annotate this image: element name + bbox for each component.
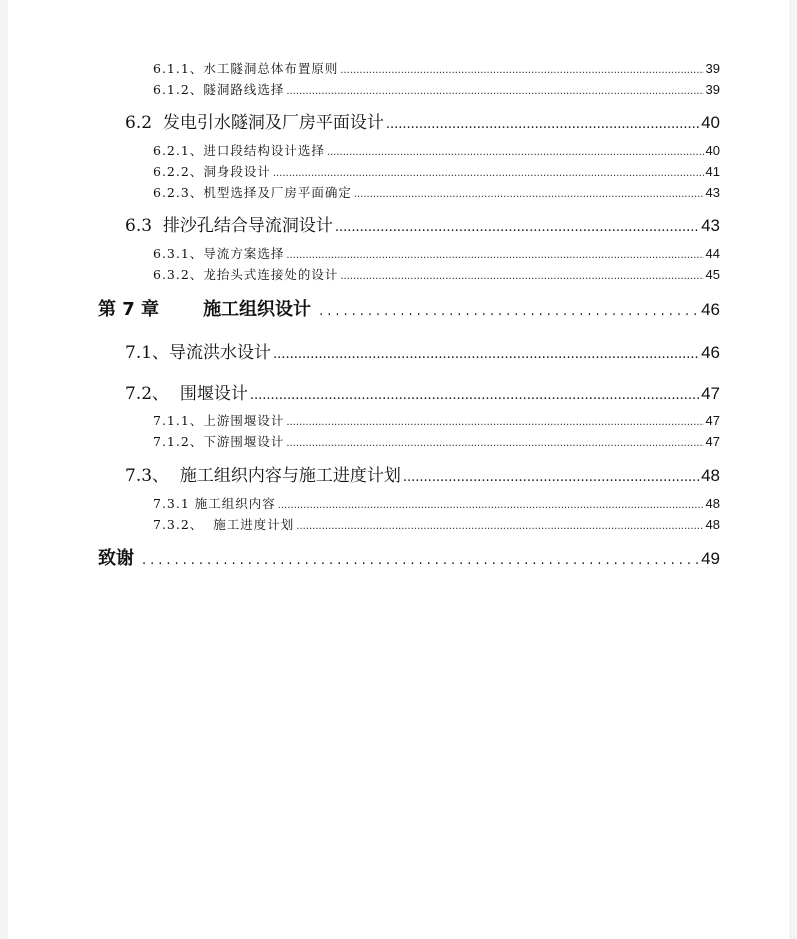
section-title: 机型选择及厂房平面确定 (203, 185, 352, 200)
chapter-number: 致谢 (98, 548, 134, 569)
dot-leader (250, 388, 699, 403)
section-title: 下游围堰设计 (203, 434, 285, 449)
toc-entry-6-3-1[interactable] (153, 244, 720, 262)
toc-entry-6-3[interactable] (125, 211, 720, 235)
toc-entry-6-2[interactable] (125, 108, 720, 132)
page-number: 49 (701, 549, 720, 568)
section-number: 7.1.2、 (153, 434, 204, 449)
page-number: 48 (705, 496, 720, 511)
dot-leader (335, 220, 699, 235)
section-title: 施工组织内容与施工进度计划 (179, 466, 401, 486)
dot-leader (286, 438, 703, 449)
section-number: 6.2.2、 (153, 164, 204, 179)
toc-entry-7-1-1[interactable] (153, 411, 720, 429)
page-number: 43 (705, 185, 720, 200)
page-number: 46 (701, 343, 720, 362)
page-number: 44 (705, 246, 720, 261)
section-number: 6.3 (125, 216, 163, 236)
toc-entry-6-2-1[interactable] (153, 141, 720, 159)
section-title: 进口段结构设计选择 (203, 143, 325, 158)
section-title: 导流方案选择 (203, 246, 285, 261)
toc-entry-6-2-2[interactable] (153, 162, 720, 180)
dot-leader (142, 553, 699, 568)
dot-leader (386, 117, 699, 132)
section-number: 6.1.2、 (153, 82, 204, 97)
toc-entry-7-3-1[interactable] (153, 494, 720, 512)
toc-chapter-7[interactable] (98, 295, 720, 321)
section-number: 6.2.1、 (153, 143, 204, 158)
section-title: 上游围堰设计 (203, 413, 285, 428)
chapter-number: 第 7 章 (98, 299, 160, 320)
section-title: 发电引水隧洞及厂房平面设计 (162, 113, 384, 133)
dot-leader (354, 189, 704, 200)
section-title: 水工隧洞总体布置原则 (203, 61, 339, 76)
section-number: 6.3.1、 (153, 246, 204, 261)
section-number: 6.1.1、 (153, 61, 204, 76)
section-title: 围堰设计 (179, 384, 248, 404)
page-number: 40 (701, 113, 720, 132)
toc-entry-7-1-2[interactable] (153, 432, 720, 450)
page-number: 39 (705, 82, 720, 97)
page-number: 45 (705, 267, 720, 282)
section-title: 排沙孔结合导流洞设计 (162, 216, 333, 236)
toc-acknowledgements[interactable] (98, 544, 720, 570)
toc-entry-7-2[interactable] (125, 379, 720, 403)
dot-leader (340, 65, 703, 76)
section-number: 6.3.2、 (153, 267, 204, 282)
page-number: 43 (701, 216, 720, 235)
dot-leader (273, 347, 699, 362)
page-number: 47 (705, 434, 720, 449)
section-title: 施工组织内容 (194, 496, 276, 511)
chapter-title: 施工组织设计 (203, 299, 312, 320)
toc-entry-6-2-3[interactable] (153, 183, 720, 201)
dot-leader (273, 168, 704, 179)
dot-leader (319, 304, 699, 319)
dot-leader (286, 86, 703, 97)
page-number: 41 (705, 164, 720, 179)
toc-entry-7-1[interactable] (125, 338, 720, 362)
section-title: 隧洞路线选择 (203, 82, 285, 97)
dot-leader (340, 271, 703, 282)
page-number: 47 (701, 384, 720, 403)
section-title: 龙抬头式连接处的设计 (203, 267, 339, 282)
document-page (8, 0, 789, 939)
page-number: 39 (705, 61, 720, 76)
dot-leader (296, 521, 703, 532)
page-number: 48 (701, 466, 720, 485)
section-number: 7.3.2、 (153, 517, 214, 532)
section-number: 6.2.3、 (153, 185, 204, 200)
section-title: 洞身段设计 (203, 164, 271, 179)
section-title: 施工进度计划 (213, 517, 295, 532)
section-number: 6.2 (125, 113, 163, 133)
page-number: 46 (701, 300, 720, 319)
section-number: 7.1.1、 (153, 413, 204, 428)
dot-leader (403, 470, 699, 485)
section-number: 7.1、 (125, 343, 170, 363)
section-number: 7.3.1 (153, 496, 195, 511)
toc-entry-7-3-2[interactable] (153, 515, 720, 533)
page-number: 40 (705, 143, 720, 158)
toc-entry-6-3-2[interactable] (153, 265, 720, 283)
toc-entry-6-1-1[interactable] (153, 59, 720, 77)
dot-leader (327, 147, 704, 158)
dot-leader (286, 250, 703, 261)
dot-leader (286, 417, 703, 428)
dot-leader (278, 500, 704, 511)
section-title: 导流洪水设计 (169, 343, 272, 363)
toc-entry-6-1-2[interactable] (153, 80, 720, 98)
section-number: 7.2、 (125, 384, 180, 404)
page-number: 47 (705, 413, 720, 428)
section-number: 7.3、 (125, 466, 180, 486)
page-number: 48 (705, 517, 720, 532)
toc-entry-7-3[interactable] (125, 461, 720, 485)
